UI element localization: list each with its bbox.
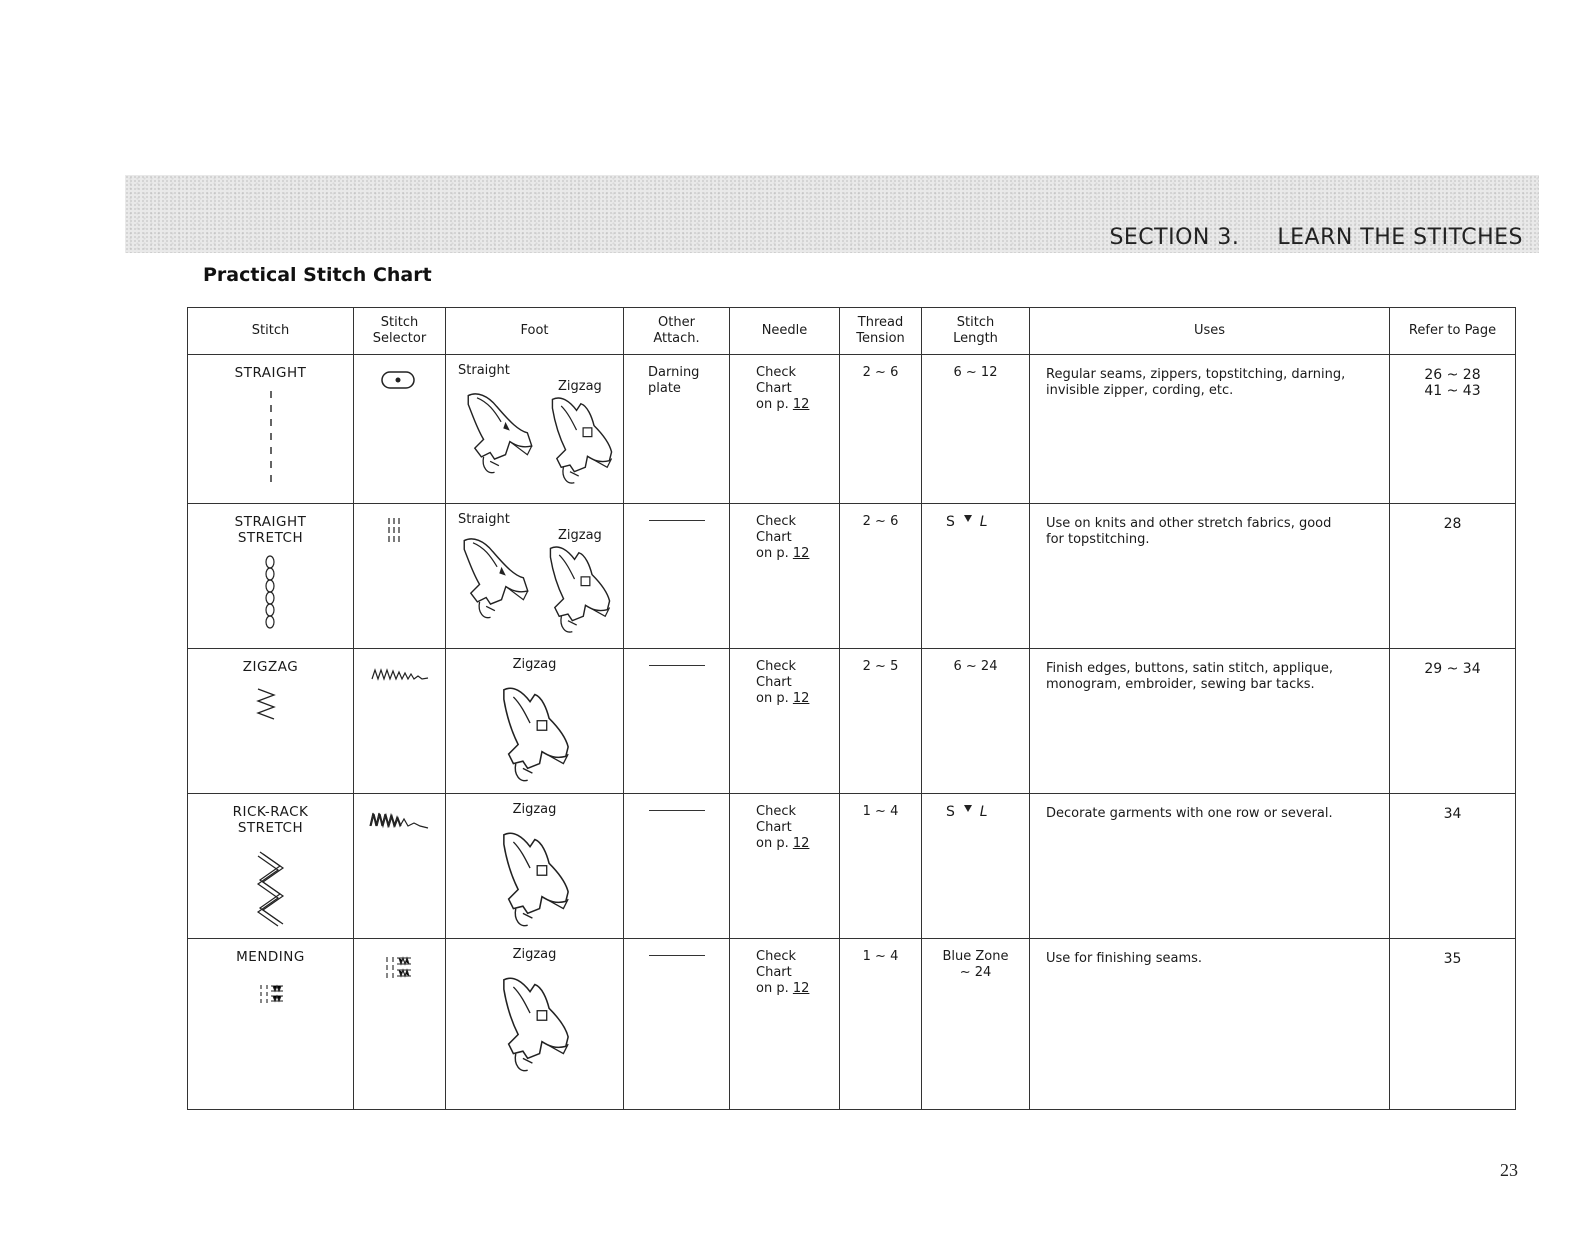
other-attach-cell <box>624 939 730 1110</box>
other-attach-cell <box>624 355 730 504</box>
uses-line2: invisible zipper, cording, etc. <box>1046 383 1234 398</box>
selector-cell <box>354 939 446 1110</box>
needle-line2: Chart <box>756 530 792 545</box>
mending-selector-icon <box>384 955 414 981</box>
section-heading <box>1109 225 1523 250</box>
uses-text <box>1030 504 1389 548</box>
refer-cell <box>1390 939 1516 1110</box>
tension-cell <box>840 504 922 649</box>
needle-line2: Chart <box>756 965 792 980</box>
uses-line2: monogram, embroider, sewing bar tacks. <box>1046 677 1315 692</box>
needle-line3: on p. <box>756 546 789 561</box>
refer-cell <box>1390 355 1516 504</box>
uses-cell <box>1030 355 1390 504</box>
foot-label-zigzag: Zigzag <box>558 379 602 394</box>
length-line1: Blue Zone <box>942 949 1009 964</box>
straight-stretch-pattern-icon <box>262 554 278 634</box>
needle-line1: Check <box>756 949 796 964</box>
stitch-cell <box>188 939 354 1110</box>
header-tension-line1: Thread <box>857 315 904 330</box>
foot-label-straight: Straight <box>458 363 510 378</box>
needle-line1: Check <box>756 365 796 380</box>
table-row <box>188 355 1516 504</box>
table-row <box>188 504 1516 649</box>
zigzag-foot-icon <box>494 685 578 785</box>
needle-cell <box>730 649 840 794</box>
tension-value: 2 ~ 6 <box>862 514 899 529</box>
zigzag-foot-icon <box>494 975 578 1075</box>
refer-value: 28 <box>1443 516 1462 532</box>
refer-value: 29 ~ 34 <box>1424 661 1481 677</box>
needle-page-ref: 12 <box>792 836 810 851</box>
uses-cell <box>1030 939 1390 1110</box>
other-attach-cell <box>624 649 730 794</box>
uses-line1: Finish edges, buttons, satin stitch, applique, <box>1046 661 1333 676</box>
uses-line2: for topstitching. <box>1046 532 1150 547</box>
rick-rack-selector-icon <box>368 810 434 832</box>
needle-line3: on p. <box>756 981 789 996</box>
uses-text <box>1030 355 1389 399</box>
tension-value: 1 ~ 4 <box>862 949 899 964</box>
length-value <box>922 504 1029 530</box>
length-s: S <box>946 804 957 820</box>
zigzag-selector-icon <box>370 667 434 683</box>
refer-line2: 41 ~ 43 <box>1424 383 1481 399</box>
length-value: 6 ~ 12 <box>953 365 998 380</box>
refer-value <box>1390 355 1515 399</box>
other-line2: plate <box>648 381 681 396</box>
needle-line1: Check <box>756 804 796 819</box>
stitch-name-line2: STRETCH <box>237 530 304 546</box>
length-l: L <box>979 514 990 530</box>
rick-rack-pattern-icon <box>256 848 286 932</box>
length-cell <box>922 504 1030 649</box>
mending-pattern-icon <box>258 983 286 1007</box>
other-attach-cell <box>624 504 730 649</box>
length-cell <box>922 355 1030 504</box>
uses-text: Decorate garments with one row or several. <box>1046 806 1333 821</box>
refer-cell <box>1390 794 1516 939</box>
needle-page-ref: 12 <box>792 546 810 561</box>
refer-value: 35 <box>1443 951 1462 967</box>
uses-cell <box>1030 504 1390 649</box>
stitch-name: ZIGZAG <box>242 659 299 675</box>
uses-cell <box>1030 649 1390 794</box>
foot-cell <box>446 504 624 649</box>
length-cell <box>922 649 1030 794</box>
tension-value: 1 ~ 4 <box>862 804 899 819</box>
selector-cell <box>354 649 446 794</box>
section-number: SECTION 3. <box>1109 225 1240 250</box>
stitch-cell <box>188 504 354 649</box>
header-stitch: Stitch <box>188 308 354 355</box>
uses-text <box>1030 649 1389 693</box>
needle-line2: Chart <box>756 820 792 835</box>
table-header-row <box>188 308 1516 355</box>
table-row <box>188 649 1516 794</box>
header-length-line2: Length <box>953 331 998 346</box>
uses-line1: Regular seams, zippers, topstitching, darning, <box>1046 367 1346 382</box>
foot-cell <box>446 939 624 1110</box>
length-value <box>922 939 1029 981</box>
section-banner <box>125 175 1539 253</box>
needle-cell <box>730 355 840 504</box>
tension-cell <box>840 939 922 1110</box>
refer-value: 34 <box>1443 806 1462 822</box>
foot-cell <box>446 355 624 504</box>
header-foot: Foot <box>446 308 624 355</box>
length-s: S <box>946 514 957 530</box>
needle-line3: on p. <box>756 691 789 706</box>
foot-label-straight: Straight <box>458 512 510 527</box>
header-other-line2: Attach. <box>653 331 700 346</box>
foot-label-zigzag: Zigzag <box>512 657 557 672</box>
zigzag-foot-icon <box>494 830 578 930</box>
needle-line2: Chart <box>756 675 792 690</box>
needle-cell <box>730 794 840 939</box>
header-length-line1: Stitch <box>956 315 995 330</box>
stitch-name-line1: STRAIGHT <box>234 514 307 530</box>
stitch-cell <box>188 649 354 794</box>
straight-selector-icon <box>380 369 418 391</box>
stitch-name: STRAIGHT <box>234 365 307 381</box>
page-number: 23 <box>1500 1160 1518 1180</box>
none-dash <box>649 665 705 666</box>
other-attach-text <box>624 355 729 397</box>
needle-text <box>730 355 839 413</box>
header-other-attach <box>624 308 730 355</box>
foot-cell <box>446 649 624 794</box>
page-title: Practical Stitch Chart <box>203 264 432 286</box>
uses-line1: Use on knits and other stretch fabrics, good <box>1046 516 1332 531</box>
header-thread-tension <box>840 308 922 355</box>
needle-cell <box>730 504 840 649</box>
refer-cell <box>1390 649 1516 794</box>
needle-line1: Check <box>756 659 796 674</box>
length-value <box>922 794 1029 820</box>
table-row <box>188 939 1516 1110</box>
tension-value: 2 ~ 6 <box>862 365 899 380</box>
refer-cell <box>1390 504 1516 649</box>
stitch-name <box>188 804 353 836</box>
length-l: L <box>979 804 990 820</box>
header-other-line1: Other <box>658 315 695 330</box>
needle-text <box>730 504 839 562</box>
triangle-marker-icon <box>963 804 973 814</box>
zigzag-pattern-icon <box>254 687 280 721</box>
needle-text <box>730 794 839 852</box>
foot-label-zigzag: Zigzag <box>558 528 602 543</box>
needle-page-ref: 12 <box>792 691 810 706</box>
stitch-cell <box>188 355 354 504</box>
other-attach-cell <box>624 794 730 939</box>
foot-label-zigzag: Zigzag <box>512 802 557 817</box>
straight-foot-icon <box>456 534 536 626</box>
length-cell <box>922 939 1030 1110</box>
needle-page-ref: 12 <box>792 397 810 412</box>
header-stitch-length <box>922 308 1030 355</box>
stitch-cell <box>188 794 354 939</box>
selector-cell <box>354 794 446 939</box>
tension-cell <box>840 649 922 794</box>
table-row <box>188 794 1516 939</box>
tension-value: 2 ~ 5 <box>862 659 899 674</box>
selector-cell <box>354 504 446 649</box>
length-line2: ~ 24 <box>959 965 992 980</box>
uses-cell <box>1030 794 1390 939</box>
header-tension-line2: Tension <box>856 331 905 346</box>
stitch-chart-table <box>187 307 1516 1110</box>
refer-line1: 26 ~ 28 <box>1424 367 1481 383</box>
needle-text <box>730 939 839 997</box>
tension-cell <box>840 355 922 504</box>
none-dash <box>649 520 705 521</box>
straight-stitch-pattern-icon <box>264 389 278 489</box>
needle-text <box>730 649 839 707</box>
needle-line3: on p. <box>756 836 789 851</box>
needle-page-ref: 12 <box>792 981 810 996</box>
length-cell <box>922 794 1030 939</box>
none-dash <box>649 955 705 956</box>
straight-stretch-selector-icon <box>386 516 406 544</box>
triangle-marker-icon <box>963 514 973 524</box>
header-selector-line1: Stitch <box>380 315 419 330</box>
header-stitch-selector <box>354 308 446 355</box>
selector-cell <box>354 355 446 504</box>
zigzag-foot-icon <box>540 544 620 636</box>
zigzag-foot-icon <box>542 395 622 487</box>
none-dash <box>649 810 705 811</box>
stitch-name-line1: RICK-RACK <box>232 804 309 820</box>
header-needle: Needle <box>730 308 840 355</box>
header-selector-line2: Selector <box>372 331 427 346</box>
needle-line1: Check <box>756 514 796 529</box>
straight-foot-icon <box>460 389 540 481</box>
uses-text: Use for finishing seams. <box>1046 951 1203 966</box>
length-value: 6 ~ 24 <box>953 659 998 674</box>
header-refer-to-page: Refer to Page <box>1390 308 1516 355</box>
stitch-name-line2: STRETCH <box>237 820 304 836</box>
needle-cell <box>730 939 840 1110</box>
stitch-name <box>188 514 353 546</box>
needle-line3: on p. <box>756 397 789 412</box>
foot-cell <box>446 794 624 939</box>
section-title: LEARN THE STITCHES <box>1277 225 1523 250</box>
tension-cell <box>840 794 922 939</box>
header-uses: Uses <box>1030 308 1390 355</box>
stitch-name: MENDING <box>236 949 305 965</box>
needle-line2: Chart <box>756 381 792 396</box>
other-line1: Darning <box>648 365 700 380</box>
foot-label-zigzag: Zigzag <box>512 947 557 962</box>
